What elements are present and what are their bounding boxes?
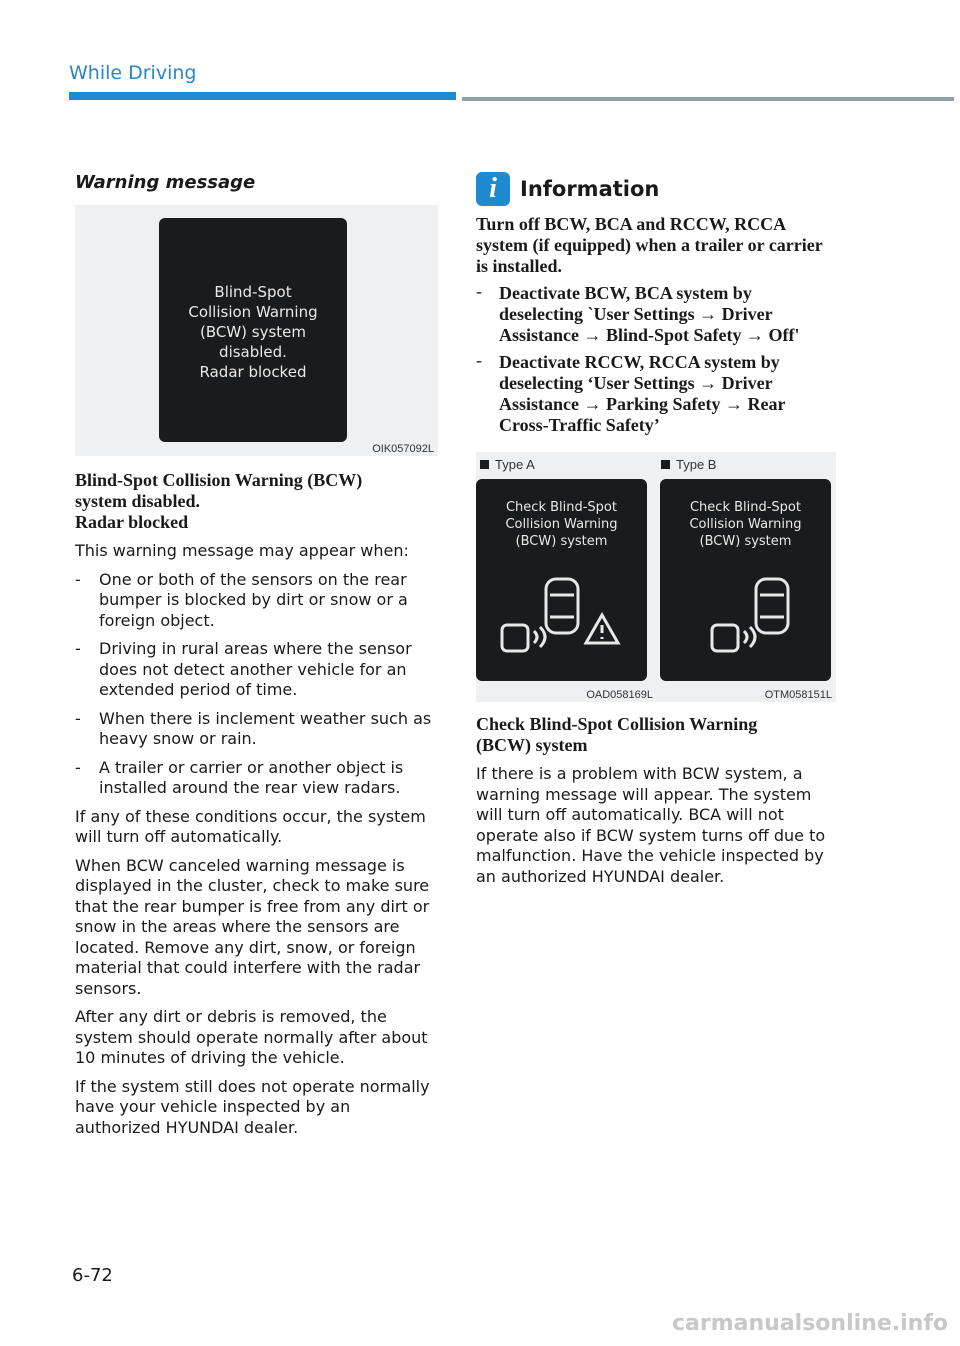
paragraph: If the system still does not operate normally have your vehicle inspected by an authorized HYUNDAI dealer. bbox=[75, 1076, 430, 1137]
information-item: - Deactivate RCCW, RCCA system by deselecting ‘User Settings → Driver Assistance → Parking Safety → Rear Cross-Traffic Safety’ bbox=[476, 350, 786, 435]
square-bullet-icon bbox=[661, 460, 670, 469]
information-title: Information bbox=[520, 177, 660, 201]
information-lead: Turn off BCW, BCA and RCCW, RCCA system (if equipped) when a trailer or carrier is installed. bbox=[476, 214, 823, 276]
list-item: - When there is inclement weather such as heavy snow or rain. bbox=[75, 708, 432, 748]
paragraph: When BCW canceled warning message is displayed in the cluster, check to make sure that the rear bumper is free from any dirt or snow in the areas where the sensors are located. Remove any dirt, snow, or foreign material that could interfere with the radar sensors. bbox=[75, 855, 430, 998]
section-title: While Driving bbox=[69, 62, 197, 84]
caption-line: Blind-Spot Collision Warning (BCW) bbox=[75, 470, 363, 490]
screen-line: Collision Warning bbox=[505, 517, 618, 532]
watermark: carmanualsonline.info bbox=[672, 1311, 948, 1336]
list-item: - Driving in rural areas where the sensor does not detect another vehicle for an extended period of time. bbox=[75, 639, 412, 699]
bcw-disabled-figure bbox=[75, 205, 438, 456]
screen-line: Radar blocked bbox=[199, 363, 307, 381]
caption-line: Radar blocked bbox=[75, 512, 189, 532]
list-item: - One or both of the sensors on the rear bumper is blocked by dirt or snow or a foreign object. bbox=[75, 569, 408, 630]
figure-caption bbox=[75, 470, 438, 533]
header-rule bbox=[462, 97, 954, 101]
vehicle-icon bbox=[546, 579, 578, 633]
page-number: 6-72 bbox=[72, 1265, 113, 1286]
information-item: - Deactivate BCW, BCA system by deselecting `User Settings → Driver Assistance → Blind-Spot Safety → Off' bbox=[476, 281, 800, 345]
car-radar-illustration bbox=[660, 569, 831, 679]
screen-line: (BCW) system bbox=[199, 323, 307, 341]
cluster-display bbox=[159, 218, 347, 442]
left-column bbox=[75, 172, 438, 1146]
cluster-display-type-b bbox=[660, 479, 831, 681]
information-header bbox=[476, 172, 836, 206]
car-radar-illustration bbox=[476, 569, 647, 679]
figure-code-a: OAD058169L bbox=[586, 689, 653, 701]
paragraph: If any of these conditions occur, the system will turn off automatically. bbox=[75, 806, 426, 846]
figure-code: OIK057092L bbox=[372, 443, 434, 455]
screen-line: Check Blind-Spot bbox=[689, 500, 801, 515]
screen-line: Check Blind-Spot bbox=[505, 500, 617, 515]
warning-message-heading: Warning message bbox=[75, 172, 256, 193]
type-b-label: Type B bbox=[661, 457, 716, 472]
vehicle-icon bbox=[756, 579, 788, 633]
right-column bbox=[476, 172, 836, 895]
radar-wave-icon bbox=[744, 627, 755, 647]
screen-line: (BCW) system bbox=[515, 534, 608, 549]
cluster-display-type-a bbox=[476, 479, 647, 681]
screen-line: disabled. bbox=[219, 343, 287, 361]
screen-line: Collision Warning bbox=[689, 517, 802, 532]
caption-line: (BCW) system bbox=[476, 735, 588, 755]
check-bcw-figure bbox=[476, 452, 836, 702]
vehicle-icon bbox=[712, 625, 738, 651]
screen-line: Blind-Spot bbox=[214, 283, 292, 301]
screen-line: Collision Warning bbox=[188, 303, 318, 321]
screen-line: (BCW) system bbox=[699, 534, 792, 549]
caption-line: Check Blind-Spot Collision Warning bbox=[476, 714, 758, 734]
intro-text: This warning message may appear when: bbox=[75, 541, 409, 560]
info-icon: i bbox=[476, 172, 510, 206]
square-bullet-icon bbox=[480, 460, 489, 469]
paragraph: If there is a problem with BCW system, a warning message will appear. The system will turn off automatically. BCA will not operate also if BCW system turns off due to malfunction. Have the vehicle inspected by an authorized HYUNDAI dealer. bbox=[476, 764, 826, 886]
caption-line: system disabled. bbox=[75, 491, 201, 511]
type-a-label: Type A bbox=[480, 457, 535, 472]
list-item: - A trailer or carrier or another object is installed around the rear view radars. bbox=[75, 757, 404, 797]
paragraph: After any dirt or debris is removed, the system should operate normally after about 10 minutes of driving the vehicle. bbox=[75, 1007, 428, 1067]
vehicle-icon bbox=[502, 625, 528, 651]
figure-code-b: OTM058151L bbox=[764, 689, 832, 701]
radar-wave-icon bbox=[534, 627, 545, 647]
header-rule-accent bbox=[69, 92, 456, 100]
figure-caption bbox=[476, 714, 836, 756]
